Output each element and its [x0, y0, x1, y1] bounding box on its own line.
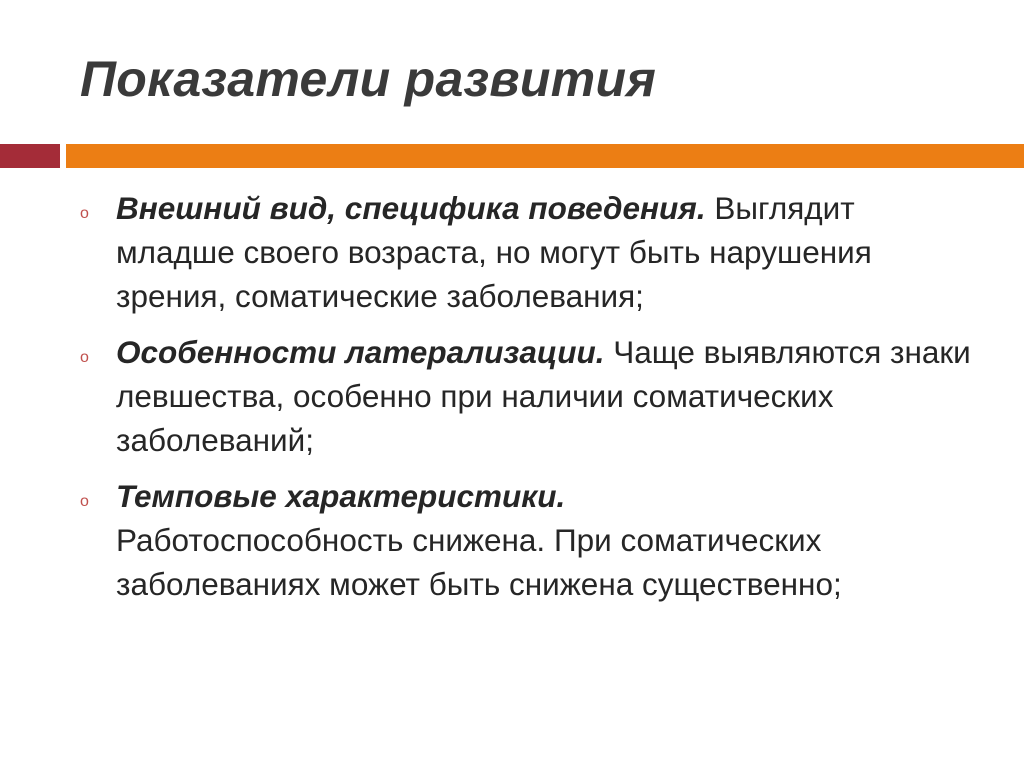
bullet-list — [80, 186, 980, 618]
circle-bullet-icon: o — [80, 205, 89, 222]
accent-bar-left — [0, 144, 60, 168]
bullet-text: Работоспособность снижена. При соматических заболеваниях может быть снижена существенно; — [116, 522, 842, 602]
accent-bar-right — [66, 144, 1024, 168]
bullet-item-lateralization — [80, 330, 980, 462]
bullet-text: Чаще выявляются знаки левшества, особенно при наличии соматических заболеваний; — [116, 334, 971, 458]
slide-title: Показатели развития — [80, 51, 657, 107]
bullet-heading: Темповые характеристики. — [116, 478, 566, 514]
bullet-heading: Особенности латерализации. — [116, 334, 605, 370]
circle-bullet-icon: o — [80, 493, 89, 510]
circle-bullet-icon: o — [80, 349, 89, 366]
bullet-item-appearance — [80, 186, 980, 318]
bullet-heading: Внешний вид, специфика поведения. — [116, 190, 706, 226]
bullet-item-tempo — [80, 474, 980, 606]
bullet-text: Выглядит младше своего возраста, но могут быть нарушения зрения, соматические заболевания; — [116, 190, 872, 314]
